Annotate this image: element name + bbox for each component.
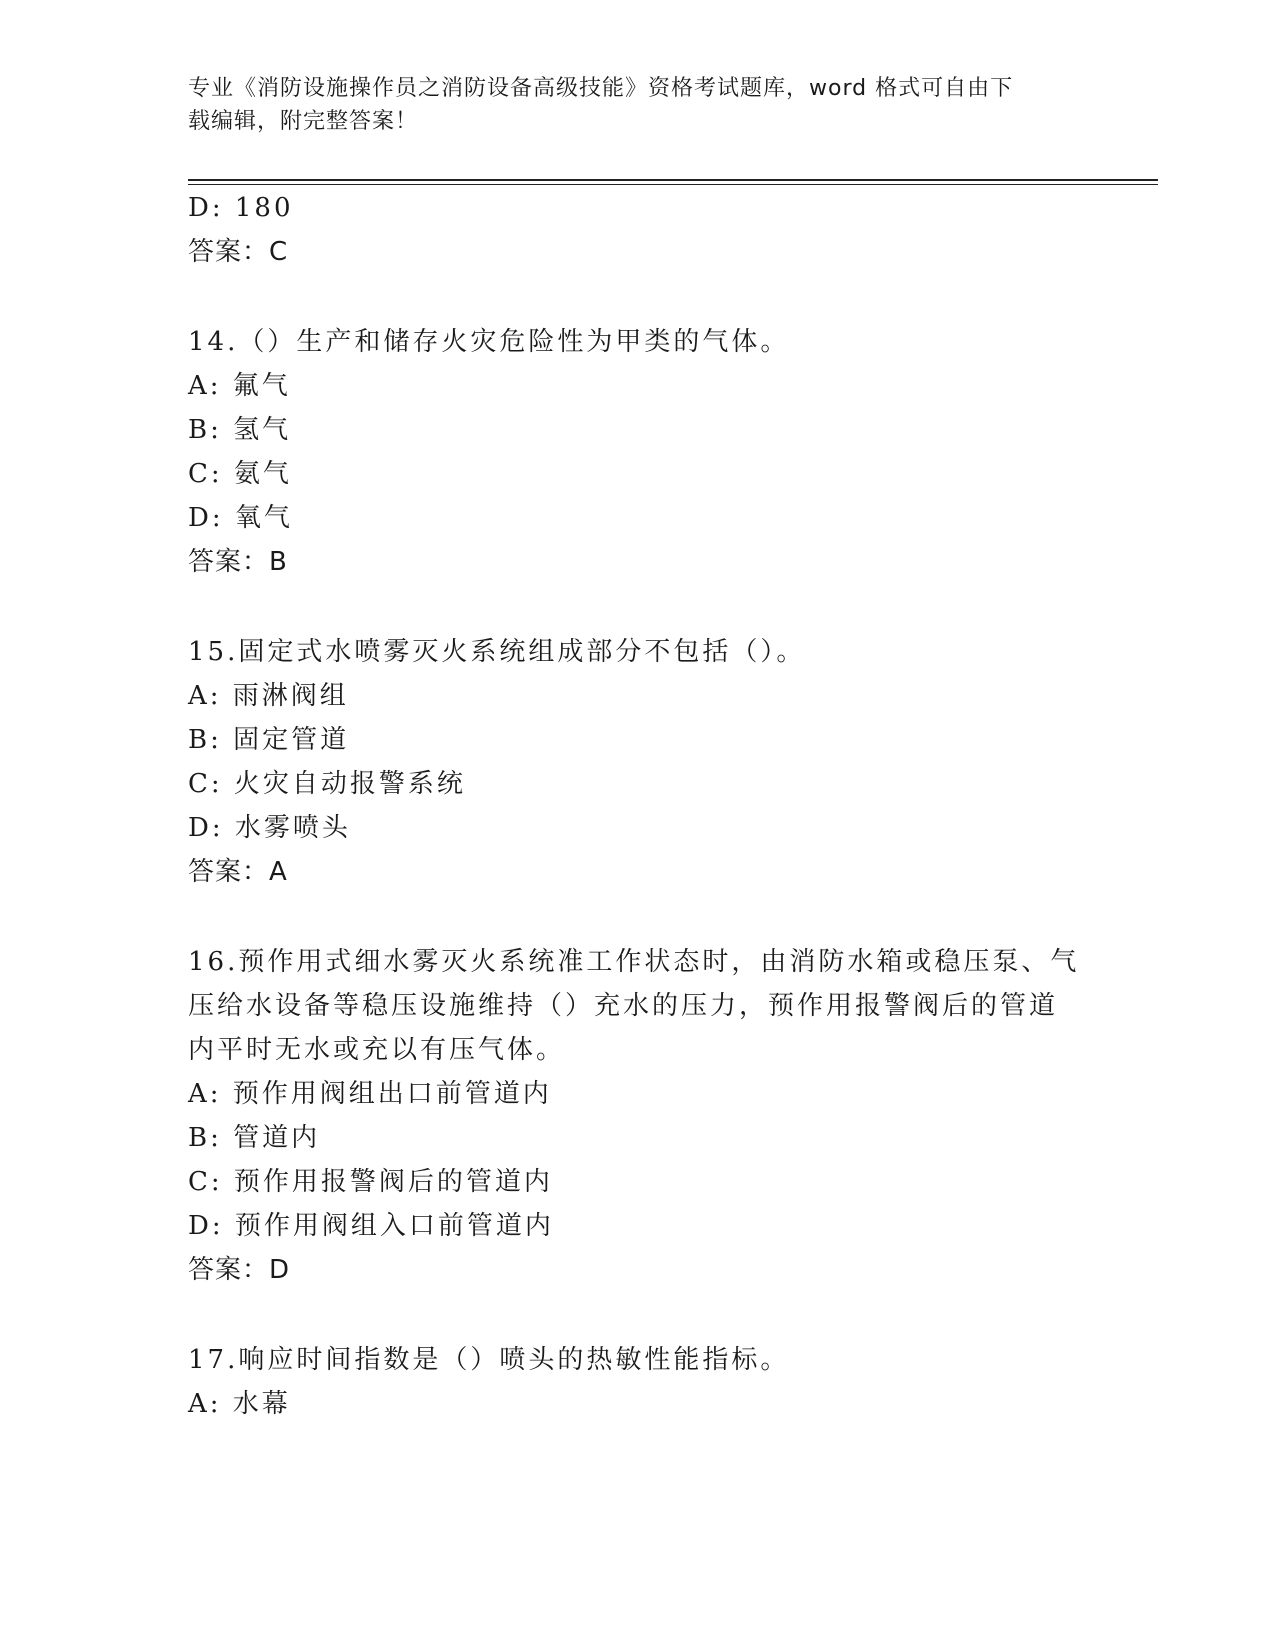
header-line-1: 专业《消防设施操作员之消防设备高级技能》资格考试题库，word 格式可自由下 [188, 76, 1014, 101]
option-c: C: 预作用报警阀后的管道内 [188, 1167, 553, 1197]
question-stem: 16.预作用式细水雾灭火系统准工作状态时，由消防水箱或稳压泵、气 [188, 947, 1080, 977]
option-d: D: 氧气 [188, 503, 293, 533]
question-stem: 内平时无水或充以有压气体。 [188, 1035, 566, 1065]
option-a: A: 氟气 [188, 371, 291, 401]
answer-label: 答案：A [188, 857, 288, 887]
answer-label: 答案：C [188, 237, 289, 267]
option-d: D: 预作用阀组入口前管道内 [188, 1211, 554, 1241]
option-a: A: 水幕 [188, 1389, 291, 1419]
option-b: B: 氢气 [188, 415, 292, 445]
answer-label: 答案：D [188, 1255, 291, 1285]
header-rule-thin [188, 184, 1158, 185]
question-stem: 15.固定式水喷雾灭火系统组成部分不包括（）。 [188, 637, 806, 667]
header-text [188, 72, 1088, 138]
option-d: D: 180 [188, 193, 294, 223]
option-c: C: 氨气 [188, 459, 292, 489]
answer-label: 答案：B [188, 547, 288, 577]
option-b: B: 管道内 [188, 1123, 321, 1153]
option-a: A: 预作用阀组出口前管道内 [188, 1079, 552, 1109]
header-rule-thick [188, 179, 1158, 181]
question-stem: 14.（）生产和储存火灾危险性为甲类的气体。 [188, 327, 790, 357]
option-d: D: 水雾喷头 [188, 813, 351, 843]
header-line-2: 载编辑，附完整答案！ [188, 109, 419, 134]
question-stem: 压给水设备等稳压设施维持（）充水的压力，预作用报警阀后的管道 [188, 991, 1059, 1021]
option-c: C: 火灾自动报警系统 [188, 769, 466, 799]
question-stem: 17.响应时间指数是（）喷头的热敏性能指标。 [188, 1345, 790, 1375]
option-a: A: 雨淋阀组 [188, 681, 349, 711]
option-b: B: 固定管道 [188, 725, 350, 755]
